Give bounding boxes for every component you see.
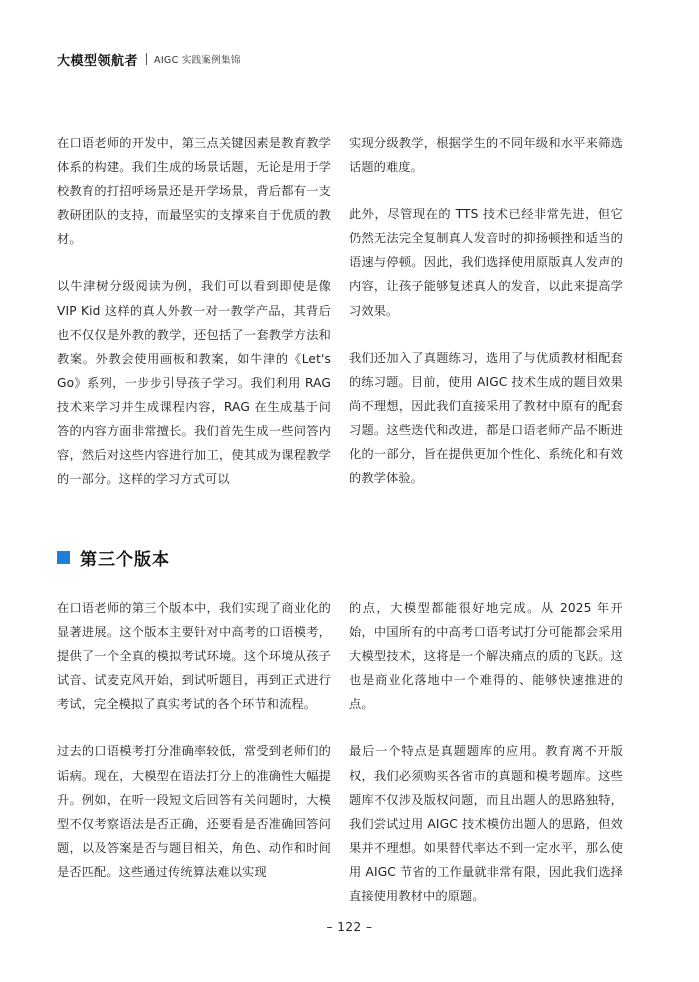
- running-header: [57, 50, 241, 68]
- page-number: – 122 –: [326, 920, 373, 934]
- section-heading: [57, 545, 170, 570]
- book-title: 大模型领航者: [57, 53, 139, 69]
- paragraph: 的点，大模型都能很好地完成。从 2025 年开始，中国所有的中高考口语考试打分可能都会采用大模型技术，这将是一个解决痛点的质的飞跃。这也是商业化落地中一个难得的、能够快速推进的点。: [349, 601, 623, 712]
- paragraph: 此外，尽管现在的 TTS 技术已经非常先进，但它仍然无法完全复制真人发音时的抑扬顿挫和适当的语速与停顿。因此，我们选择使用原版真人发声的内容，让孩子能够复述真人的发音，以此来提高学习效果。: [349, 207, 623, 318]
- paragraph: 在口语老师的开发中，第三点关键因素是教育教学体系的构建。我们生成的场景话题，无论是用于学校教育的打招呼场景还是开学场景，背后都有一支教研团队的支持，而最坚实的支撑来自于优质的教材。: [57, 136, 331, 247]
- paragraph: 在口语老师的第三个版本中，我们实现了商业化的显著进展。这个版本主要针对中高考的口语模考，提供了一个全真的模拟考试环境。这个环境从孩子试音、试麦克风开始，到试听题目，再到正式进行考试，完全模拟了真实考试的各个环节和流程。: [57, 601, 331, 712]
- bottom-right-column: [349, 596, 623, 908]
- bottom-left-column: [57, 596, 331, 884]
- paragraph: 过去的口语模考打分准确率较低，常受到老师们的诟病。现在，大模型在语法打分上的准确性大幅提升。例如，在听一段短文后回答有关问题时，大模型不仅考察语法是否正确，还要看是否准确回答问题，以及答案是否与题目相关，角色、动作和时间是否匹配。这些通过传统算法难以实现: [57, 744, 331, 879]
- section-marker-icon: [57, 551, 70, 564]
- section-title: 第三个版本: [80, 550, 170, 570]
- paragraph: 最后一个特点是真题题库的应用。教育离不开版权，我们必须购买各省市的真题和模考题库。这些题库不仅涉及版权问题，而且出题人的思路独特，我们尝试过用 AIGC 技术模仿出题人的思路，但效果并不理想。如果替代率达不到一定水平，那么使用 AIGC 节省的工作量就非常有限，因此我们选择直接使用教材中的原题。: [349, 744, 623, 904]
- top-right-column: [349, 131, 623, 490]
- book-subtitle: AIGC 实践案例集锦: [154, 55, 241, 66]
- paragraph: 以牛津树分级阅读为例，我们可以看到即使是像 VIP Kid 这样的真人外教一对一教学产品，其背后也不仅仅是外教的教学，还包括了一套教学方法和教案。外教会使用画板和教案，如牛津的《Let's Go》系列，一步步引导孩子学习。我们利用 RAG 技术来学习并生成课程内容，RAG 在生成基于问答的内容方面非常擅长。我们首先生成一些问答内容，然后对这些内容进行加工，使其成为课程教学的一部分。这样的学习方式可以: [57, 279, 331, 487]
- header-divider: [146, 53, 147, 65]
- paragraph: 我们还加入了真题练习，选用了与优质教材相配套的练习题。目前，使用 AIGC 技术生成的题目效果尚不理想，因此我们直接采用了教材中原有的配套习题。这些迭代和改进，都是口语老师产品不断进化的一部分，旨在提供更加个性化、系统化和有效的教学体验。: [349, 350, 623, 486]
- paragraph: 实现分级教学，根据学生的不同年级和水平来筛选话题的难度。: [349, 136, 623, 175]
- top-left-column: [57, 131, 331, 491]
